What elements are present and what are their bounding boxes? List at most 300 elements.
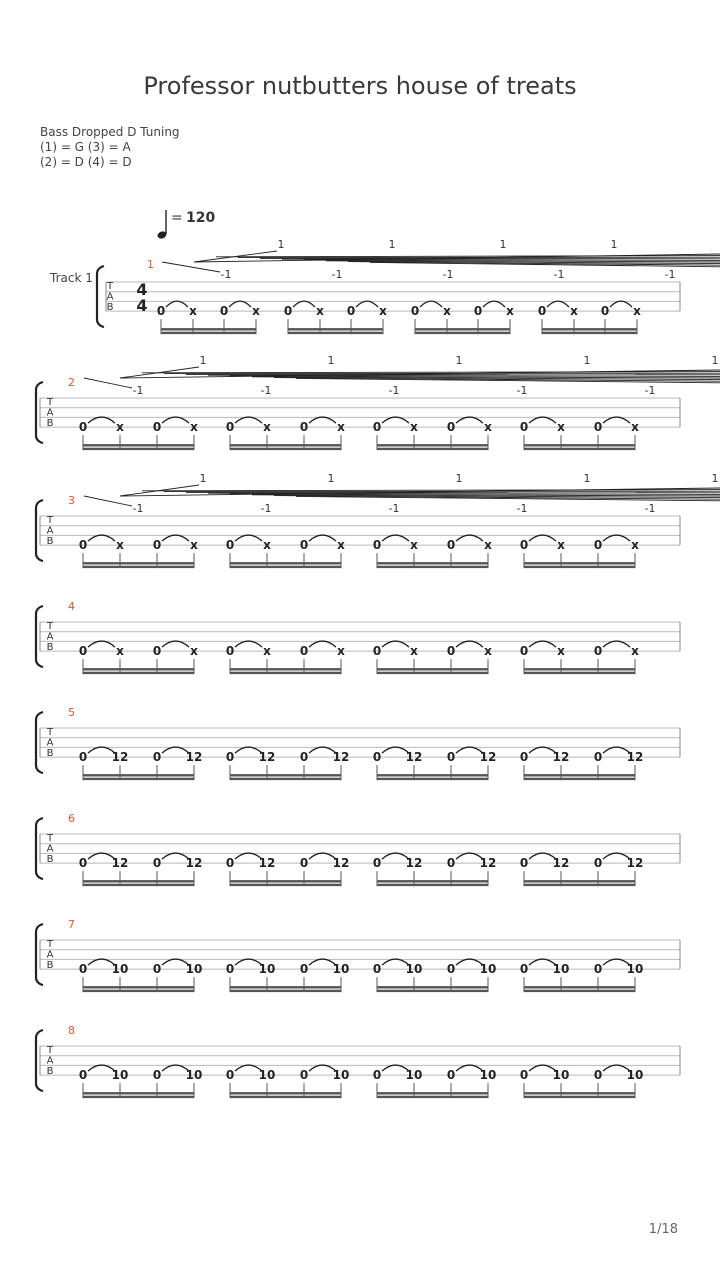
tempo-value: 120	[186, 210, 216, 226]
fret-number: 12	[111, 856, 129, 871]
beam	[230, 986, 341, 988]
fret-number: 0	[299, 420, 309, 435]
fret-number: 12	[552, 856, 570, 871]
fret-number: x	[631, 538, 639, 553]
beam	[288, 328, 383, 330]
beam	[524, 448, 635, 450]
tab-clef-letter: B	[46, 748, 54, 759]
tie-arc	[162, 535, 189, 541]
fret-number: x	[570, 304, 578, 319]
beam	[377, 448, 488, 450]
fret-number: 0	[446, 856, 456, 871]
fret-number: 0	[78, 538, 88, 553]
tuning-name: Bass Dropped D Tuning	[40, 125, 180, 139]
fret-number: 10	[552, 962, 570, 977]
fret-number: 0	[446, 750, 456, 765]
whammy-up-label: 1	[610, 238, 618, 251]
fret-number: x	[252, 304, 260, 319]
beam	[230, 566, 341, 568]
beam	[524, 986, 635, 988]
fret-number: 0	[446, 644, 456, 659]
beam	[524, 774, 635, 776]
beam	[377, 986, 488, 988]
beam	[524, 672, 635, 674]
system-bracket	[97, 266, 104, 327]
fret-number: 0	[593, 856, 603, 871]
time-signature-top: 4	[136, 280, 148, 299]
beam	[415, 328, 510, 330]
fret-number: 0	[519, 420, 529, 435]
beam	[377, 990, 488, 992]
beam	[377, 1092, 488, 1094]
fret-number: x	[263, 644, 271, 659]
fret-number: 0	[299, 644, 309, 659]
fret-number: 0	[152, 538, 162, 553]
fret-number: 0	[446, 962, 456, 977]
fret-number: 10	[626, 962, 644, 977]
tie-arc	[88, 535, 115, 541]
whammy-up-label: 1	[711, 472, 719, 485]
tab-clef-letter: T	[46, 397, 54, 408]
fret-number: 12	[332, 750, 350, 765]
beam	[161, 328, 256, 330]
fret-number: 10	[479, 962, 497, 977]
whammy-down-label: -1	[132, 384, 144, 397]
beam	[230, 444, 341, 446]
tab-clef-letter: T	[46, 939, 54, 950]
beam	[83, 778, 194, 780]
beam	[524, 884, 635, 886]
fret-number: 0	[299, 750, 309, 765]
fret-number: 12	[332, 856, 350, 871]
fret-number: 0	[152, 962, 162, 977]
measure-number: 6	[68, 812, 75, 825]
beam	[524, 880, 635, 882]
track-label: Track 1	[50, 271, 93, 285]
tie-arc	[382, 417, 409, 423]
beam	[83, 990, 194, 992]
whammy-up-label: 1	[327, 354, 335, 367]
fret-number: 10	[552, 1068, 570, 1083]
fret-number: x	[484, 644, 492, 659]
beam	[83, 884, 194, 886]
beam	[230, 668, 341, 670]
fret-number: 12	[626, 750, 644, 765]
fret-number: 0	[372, 538, 382, 553]
whammy-down-label: -1	[260, 502, 272, 515]
fret-number: 0	[225, 420, 235, 435]
whammy-down-label: -1	[516, 502, 528, 515]
fret-number: 0	[78, 962, 88, 977]
tie-arc	[235, 417, 262, 423]
beam	[83, 448, 194, 450]
whammy-down-label: -1	[516, 384, 528, 397]
beam	[230, 774, 341, 776]
whammy-up-label: 1	[199, 354, 207, 367]
fret-number: 0	[519, 856, 529, 871]
beam	[83, 986, 194, 988]
fret-number: 0	[346, 304, 356, 319]
tie-arc	[235, 641, 262, 647]
tab-clef-letter: A	[46, 1055, 54, 1067]
beam	[524, 566, 635, 568]
fret-number: 0	[593, 750, 603, 765]
beam	[377, 880, 488, 882]
beam	[542, 332, 637, 334]
fret-number: 0	[299, 538, 309, 553]
tie-arc	[162, 641, 189, 647]
tab-clef-letter: B	[46, 642, 54, 653]
fret-number: x	[557, 420, 565, 435]
tab-clef-letter: A	[46, 737, 54, 749]
fret-number: 12	[479, 856, 497, 871]
whammy-line	[216, 256, 720, 257]
tie-arc	[309, 535, 336, 541]
fret-number: 0	[372, 962, 382, 977]
beam	[377, 1096, 488, 1098]
fret-number: 0	[537, 304, 547, 319]
fret-number: 0	[600, 304, 610, 319]
beam	[230, 990, 341, 992]
whammy-down-label: -1	[664, 268, 676, 281]
fret-number: 0	[446, 420, 456, 435]
tie-arc	[456, 417, 483, 423]
beam	[230, 672, 341, 674]
whammy-down-label: -1	[442, 268, 454, 281]
beam	[377, 672, 488, 674]
fret-number: 0	[78, 644, 88, 659]
fret-number: x	[443, 304, 451, 319]
beam	[83, 880, 194, 882]
tab-clef-letter: T	[46, 833, 54, 844]
fret-number: x	[189, 304, 197, 319]
tie-arc	[456, 535, 483, 541]
fret-number: 0	[446, 1068, 456, 1083]
fret-number: 10	[626, 1068, 644, 1083]
tempo-equals: =	[171, 210, 183, 226]
whammy-line	[142, 490, 720, 491]
tie-arc	[603, 535, 630, 541]
beam	[377, 668, 488, 670]
measure-number: 5	[68, 706, 75, 719]
fret-number: 0	[225, 1068, 235, 1083]
tab-clef-letter: B	[46, 418, 54, 429]
fret-number: x	[633, 304, 641, 319]
beam	[83, 1092, 194, 1094]
tab-clef-letter: T	[106, 281, 114, 292]
tab-clef-letter: A	[46, 407, 54, 419]
fret-number: x	[190, 538, 198, 553]
whammy-down-label: -1	[388, 384, 400, 397]
fret-number: 0	[410, 304, 420, 319]
fret-number: 12	[111, 750, 129, 765]
whammy-line	[84, 378, 132, 388]
page-number: 1/18	[648, 1222, 678, 1237]
whammy-down-label: -1	[220, 268, 232, 281]
whammy-up-label: 1	[499, 238, 507, 251]
measure-number: 8	[68, 1024, 75, 1037]
fret-number: x	[379, 304, 387, 319]
whammy-up-label: 1	[455, 354, 463, 367]
fret-number: x	[337, 644, 345, 659]
fret-number: 0	[225, 750, 235, 765]
fret-number: 0	[152, 420, 162, 435]
fret-number: 0	[473, 304, 483, 319]
tab-clef-letter: B	[46, 1066, 54, 1077]
whammy-down-label: -1	[553, 268, 565, 281]
fret-number: 0	[519, 1068, 529, 1083]
fret-number: x	[263, 420, 271, 435]
tie-arc	[382, 535, 409, 541]
tie-arc	[456, 641, 483, 647]
fret-number: 10	[111, 1068, 129, 1083]
fret-number: 0	[152, 1068, 162, 1083]
fret-number: 12	[258, 750, 276, 765]
tab-clef-letter: B	[46, 854, 54, 865]
beam	[230, 884, 341, 886]
whammy-down-label: -1	[260, 384, 272, 397]
tab-clef-letter: A	[46, 949, 54, 961]
fret-number: x	[631, 644, 639, 659]
beam	[377, 444, 488, 446]
tie-arc	[420, 301, 442, 307]
beam	[377, 884, 488, 886]
fret-number: 10	[258, 1068, 276, 1083]
whammy-line	[84, 496, 132, 506]
tie-arc	[529, 535, 556, 541]
whammy-down-label: -1	[388, 502, 400, 515]
measure-number: 7	[68, 918, 75, 931]
song-title: Professor nutbutters house of treats	[143, 72, 577, 100]
beam	[377, 774, 488, 776]
tuning-line-1: (1) = G (3) = A	[40, 140, 131, 154]
whammy-up-label: 1	[327, 472, 335, 485]
fret-number: 0	[225, 538, 235, 553]
fret-number: 0	[152, 644, 162, 659]
tab-clef-letter: A	[46, 525, 54, 537]
fret-number: 0	[593, 420, 603, 435]
fret-number: 12	[552, 750, 570, 765]
fret-number: 0	[593, 538, 603, 553]
fret-number: 12	[405, 856, 423, 871]
beam	[83, 672, 194, 674]
fret-number: x	[410, 420, 418, 435]
fret-number: 12	[626, 856, 644, 871]
fret-number: x	[116, 644, 124, 659]
tab-clef-letter: A	[106, 291, 114, 303]
tie-arc	[603, 417, 630, 423]
fret-number: x	[116, 420, 124, 435]
fret-number: 10	[405, 962, 423, 977]
fret-number: x	[190, 420, 198, 435]
tie-arc	[235, 535, 262, 541]
tab-clef-letter: B	[46, 960, 54, 971]
tie-arc	[229, 301, 251, 307]
whammy-down-label: -1	[132, 502, 144, 515]
tab-clef-letter: T	[46, 621, 54, 632]
tie-arc	[162, 417, 189, 423]
fret-number: 0	[519, 644, 529, 659]
fret-number: 10	[258, 962, 276, 977]
beam	[83, 774, 194, 776]
whammy-up-label: 1	[583, 354, 591, 367]
fret-number: 10	[332, 962, 350, 977]
time-signature-bottom: 4	[136, 296, 148, 315]
tie-arc	[547, 301, 569, 307]
tie-arc	[309, 641, 336, 647]
tab-clef-letter: T	[46, 515, 54, 526]
fret-number: 0	[519, 962, 529, 977]
fret-number: 0	[446, 538, 456, 553]
fret-number: 0	[152, 750, 162, 765]
whammy-up-label: 1	[711, 354, 719, 367]
fret-number: x	[337, 538, 345, 553]
fret-number: x	[506, 304, 514, 319]
beam	[83, 668, 194, 670]
beam	[83, 566, 194, 568]
fret-number: x	[410, 538, 418, 553]
fret-number: 0	[593, 1068, 603, 1083]
tab-clef-letter: B	[46, 536, 54, 547]
measure-number: 4	[68, 600, 75, 613]
tie-arc	[88, 417, 115, 423]
beam	[377, 566, 488, 568]
beam	[524, 990, 635, 992]
beam	[230, 562, 341, 564]
fret-number: x	[316, 304, 324, 319]
tie-arc	[293, 301, 315, 307]
tie-arc	[356, 301, 378, 307]
fret-number: x	[263, 538, 271, 553]
fret-number: 10	[111, 962, 129, 977]
fret-number: x	[190, 644, 198, 659]
whammy-up-label: 1	[583, 472, 591, 485]
fret-number: x	[484, 420, 492, 435]
beam	[230, 880, 341, 882]
fret-number: 0	[593, 962, 603, 977]
fret-number: 0	[372, 856, 382, 871]
beam	[230, 778, 341, 780]
tab-clef-letter: B	[106, 302, 114, 313]
fret-number: 0	[78, 1068, 88, 1083]
beam	[288, 332, 383, 334]
fret-number: 12	[185, 750, 203, 765]
tie-arc	[309, 417, 336, 423]
fret-number: x	[557, 644, 565, 659]
beam	[415, 332, 510, 334]
fret-number: x	[337, 420, 345, 435]
fret-number: 0	[372, 420, 382, 435]
fret-number: x	[484, 538, 492, 553]
fret-number: 10	[405, 1068, 423, 1083]
whammy-down-label: -1	[644, 384, 656, 397]
fret-number: 0	[78, 856, 88, 871]
beam	[542, 328, 637, 330]
tie-arc	[166, 301, 188, 307]
whammy-down-label: -1	[331, 268, 343, 281]
fret-number: 12	[405, 750, 423, 765]
whammy-line	[142, 372, 720, 373]
tab-clef-letter: T	[46, 1045, 54, 1056]
fret-number: 12	[258, 856, 276, 871]
fret-number: x	[557, 538, 565, 553]
whammy-up-label: 1	[455, 472, 463, 485]
beam	[377, 562, 488, 564]
beam	[230, 448, 341, 450]
fret-number: 0	[152, 856, 162, 871]
fret-number: 0	[372, 1068, 382, 1083]
whammy-down-label: -1	[644, 502, 656, 515]
tie-arc	[382, 641, 409, 647]
beam	[230, 1092, 341, 1094]
fret-number: x	[631, 420, 639, 435]
fret-number: 0	[299, 856, 309, 871]
beam	[83, 444, 194, 446]
measure-number: 3	[68, 494, 75, 507]
fret-number: 0	[78, 750, 88, 765]
beam	[524, 1092, 635, 1094]
beam	[377, 778, 488, 780]
fret-number: 10	[332, 1068, 350, 1083]
fret-number: 12	[185, 856, 203, 871]
measure-number: 2	[68, 376, 75, 389]
whammy-up-label: 1	[388, 238, 396, 251]
whammy-line	[162, 262, 220, 272]
whammy-up-label: 1	[199, 472, 207, 485]
tie-arc	[529, 641, 556, 647]
tie-arc	[603, 641, 630, 647]
whammy-up-label: 1	[277, 238, 285, 251]
beam	[524, 668, 635, 670]
fret-number: x	[116, 538, 124, 553]
tie-arc	[529, 417, 556, 423]
fret-number: 10	[479, 1068, 497, 1083]
fret-number: 10	[185, 1068, 203, 1083]
tuning-line-2: (2) = D (4) = D	[40, 155, 132, 169]
tab-clef-letter: T	[46, 727, 54, 738]
beam	[524, 562, 635, 564]
fret-number: 0	[372, 644, 382, 659]
fret-number: 0	[225, 644, 235, 659]
fret-number: 0	[283, 304, 293, 319]
beam	[83, 562, 194, 564]
beam	[230, 1096, 341, 1098]
fret-number: 0	[299, 1068, 309, 1083]
beam	[161, 332, 256, 334]
fret-number: 0	[219, 304, 229, 319]
fret-number: 10	[185, 962, 203, 977]
beam	[524, 1096, 635, 1098]
tie-arc	[610, 301, 632, 307]
fret-number: 0	[593, 644, 603, 659]
fret-number: 12	[479, 750, 497, 765]
fret-number: x	[410, 644, 418, 659]
beam	[524, 444, 635, 446]
tie-arc	[483, 301, 505, 307]
fret-number: 0	[225, 962, 235, 977]
fret-number: 0	[225, 856, 235, 871]
fret-number: 0	[156, 304, 166, 319]
tab-clef-letter: A	[46, 843, 54, 855]
fret-number: 0	[78, 420, 88, 435]
fret-number: 0	[299, 962, 309, 977]
fret-number: 0	[519, 750, 529, 765]
fret-number: 0	[519, 538, 529, 553]
beam	[83, 1096, 194, 1098]
beam	[524, 778, 635, 780]
tab-clef-letter: A	[46, 631, 54, 643]
tie-arc	[88, 641, 115, 647]
